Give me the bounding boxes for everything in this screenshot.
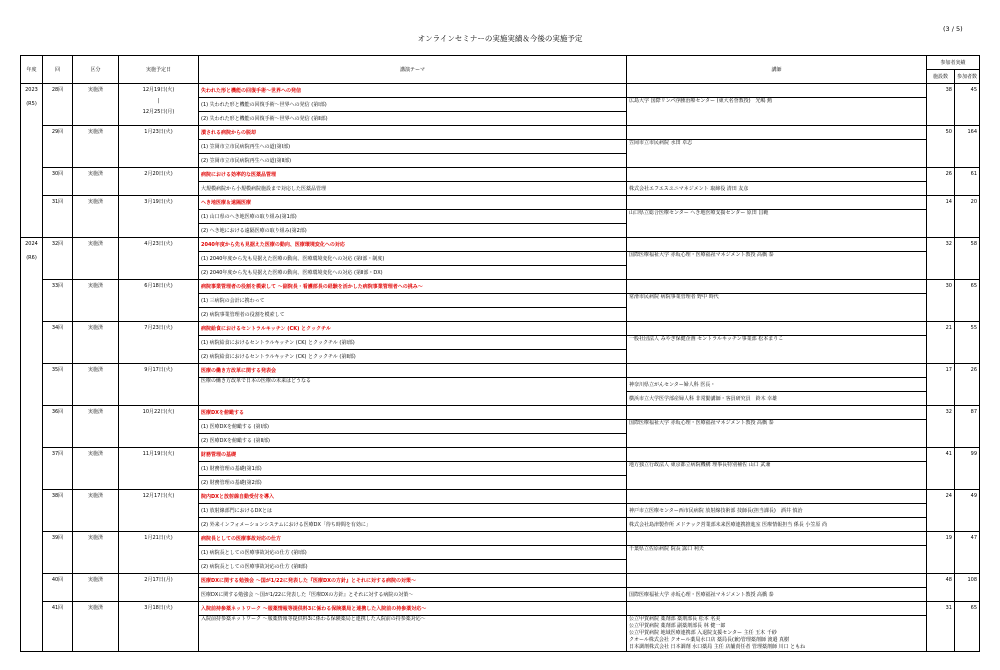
speaker-cell: 神戸市立医療センター西市民病院 放射線技術部 技師長(担当課長) 酒井 慎治 <box>627 504 927 518</box>
seminar-subtheme: (2) 病院給食におけるセントラルキッチン (CK) とクックチル (第Ⅱ部) <box>199 350 627 364</box>
speaker-cell <box>627 448 927 462</box>
seminar-date <box>119 126 199 168</box>
seminar-subtheme: (2) 外来インフォメーションシステムにおける医療DX「待ち時間を有効に」 <box>199 518 627 532</box>
speaker-cell <box>627 196 927 210</box>
table-row <box>21 490 980 504</box>
hospital-count: 17 <box>927 364 955 406</box>
table-row <box>21 84 980 98</box>
seminar-division: 実施済 <box>73 322 119 364</box>
participant-count: 55 <box>955 322 980 364</box>
seminar-date-end: 12月25日(月) <box>142 109 175 115</box>
seminar-number: 32回 <box>43 238 73 280</box>
table-row <box>21 364 980 378</box>
seminar-theme: へき地医療＆遠隔医療 <box>199 196 627 210</box>
seminar-subtheme: (2) 笠岡市立市民病院再生への道(第Ⅱ部) <box>199 154 627 168</box>
seminar-division: 実施済 <box>73 168 119 196</box>
table-row <box>21 280 980 294</box>
hospital-count: 30 <box>927 280 955 322</box>
seminar-number: 28回 <box>43 84 73 126</box>
speaker-cell <box>627 406 927 420</box>
seminar-date <box>119 602 199 652</box>
seminar-rows <box>21 84 980 652</box>
speaker-line: 日本調剤株式会社 日本調剤 水口薬局 主任 店舗責任者 管理薬剤師 川口 ともね <box>629 644 806 650</box>
seminar-subtheme: (1) 医療DXを俯瞰する (第Ⅰ部) <box>199 420 627 434</box>
table-row <box>21 196 980 210</box>
seminar-division: 実施済 <box>73 602 119 652</box>
speaker-cell <box>627 280 927 294</box>
seminar-theme: 病院における効率的な医薬品管理 <box>199 168 627 182</box>
year-cell <box>21 238 43 652</box>
participant-count: 58 <box>955 238 980 280</box>
speaker-cell <box>627 616 927 652</box>
speaker-cell <box>627 238 927 252</box>
seminar-subtheme: (2) 病院事業管理者の役割を模索して <box>199 308 627 322</box>
table-row <box>21 126 980 140</box>
seminar-theme: 病院長としての医療事故対応の仕方 <box>199 532 627 546</box>
seminar-date-start: 12月17日(火) <box>142 493 175 499</box>
seminar-table <box>20 55 980 652</box>
hospital-count: 38 <box>927 84 955 126</box>
seminar-date <box>119 532 199 574</box>
seminar-date <box>119 364 199 406</box>
participant-count: 49 <box>955 490 980 532</box>
seminar-date-start: 10月22日(火) <box>142 409 175 415</box>
seminar-subtheme: 大規模病院から小規模病院施設まで対応した医薬品管理 <box>199 182 627 196</box>
participant-count: 61 <box>955 168 980 196</box>
speaker-cell: 国際医療福祉大学 赤坂心理・医療福祉マネジメント教授 高橋 泰 <box>627 252 927 280</box>
seminar-subtheme: (1) 放射線部門におけるDXとは <box>199 504 627 518</box>
speaker-cell: 株式会社島津製作所 メドテック営業部未来医療連携推進室 医療情報担当 係長 小笠原 尚 <box>627 518 927 532</box>
participant-count: 26 <box>955 364 980 406</box>
seminar-subtheme: (1) 2040年度から先も見据えた医療の動向、医療環境変化への対応 (第Ⅰ部・制度) <box>199 252 627 266</box>
speaker-line: 公立甲賀病院 地域医療連携部 入退院支援センター 主任 玉木 千紗 <box>629 630 777 636</box>
seminar-division: 実施済 <box>73 406 119 448</box>
table-row <box>21 574 980 588</box>
speaker-cell <box>627 126 927 140</box>
seminar-theme: 入院前持参薬ネットワーク ～服薬情報等提供料3に係わる保険薬局と連携した入院前の持参薬対応～ <box>199 602 627 616</box>
seminar-date <box>119 196 199 238</box>
speaker-cell <box>627 532 927 546</box>
seminar-subtheme: (1) 山口県のへき地医療の取り組み(第1部) <box>199 210 627 224</box>
seminar-date-start: 6月18日(火) <box>144 283 173 289</box>
participant-count: 20 <box>955 196 980 238</box>
speaker-cell: 国際医療福祉大学 赤坂心理・医療福祉マネジメント教授 高橋 泰 <box>627 420 927 448</box>
seminar-date <box>119 574 199 602</box>
seminar-date-start: 1月21日(火) <box>144 535 173 541</box>
speaker-cell: 国際医療福祉大学 赤坂心理・医療福祉マネジメント教授 高橋 泰 <box>627 588 927 602</box>
table-row <box>21 322 980 336</box>
seminar-theme: 失われた形と機能の回復手術～世界への発信 <box>199 84 627 98</box>
seminar-subtheme: (2) 失われた形と機能の回復手術～世界への発信 (第Ⅱ部) <box>199 112 627 126</box>
seminar-theme: 医療DXに関する勉強会 ～国が1/22に発表した『医療DXの方針』とそれに対する病院の対策～ <box>199 574 627 588</box>
page-title: オンラインセミナーの実施実績＆今後の実施予定 <box>417 34 583 43</box>
seminar-date <box>119 406 199 448</box>
seminar-subtheme: (2) へき地における遠隔医療の取り組み(第2部) <box>199 224 627 238</box>
speaker-cell: 笠岡市立市民病院 水田 卓志 <box>627 140 927 168</box>
table-row <box>21 406 980 420</box>
seminar-date-start: 2月20日(火) <box>144 171 173 177</box>
header-num: 回 <box>43 56 73 84</box>
year-label: 2023 <box>25 87 38 93</box>
seminar-theme: 病院給食におけるセントラルキッチン (CK) とクックチル <box>199 322 627 336</box>
seminar-number: 37回 <box>43 448 73 490</box>
seminar-theme: 財務管理の基礎 <box>199 448 627 462</box>
seminar-subtheme: (1) 失われた形と機能の回復手術～世界への発信 (第Ⅰ部) <box>199 98 627 112</box>
page-number: (3 / 5) <box>943 25 963 33</box>
seminar-number: 35回 <box>43 364 73 406</box>
header-theme: 講演テーマ <box>199 56 627 84</box>
seminar-division: 実施済 <box>73 532 119 574</box>
participant-count: 65 <box>955 602 980 652</box>
seminar-date-start: 1月23日(火) <box>144 129 173 135</box>
seminar-date <box>119 168 199 196</box>
seminar-number: 31回 <box>43 196 73 238</box>
seminar-theme: 院内DXと放射線自動受付を導入 <box>199 490 627 504</box>
seminar-theme: 医療DXを俯瞰する <box>199 406 627 420</box>
header-hospitals: 施設数 <box>927 70 955 84</box>
seminar-subtheme: (2) 2040年度から先も見据えた医療の動向、医療環境変化への対応 (第Ⅱ部・DX) <box>199 266 627 280</box>
seminar-date-start: 7月23日(火) <box>144 325 173 331</box>
speaker-line: 公立甲賀病院 薬剤部 薬剤部長 松本 名美 <box>629 616 721 622</box>
hospital-count: 32 <box>927 406 955 448</box>
seminar-subtheme: (1) 三病院の会計に携わって <box>199 294 627 308</box>
hospital-count: 24 <box>927 490 955 532</box>
seminar-date-start: 3月19日(火) <box>144 199 173 205</box>
speaker-cell <box>627 84 927 98</box>
speaker-cell <box>627 602 927 616</box>
participant-count: 164 <box>955 126 980 168</box>
table-row <box>21 448 980 462</box>
seminar-date-start: 9月17日(火) <box>144 367 173 373</box>
hospital-count: 19 <box>927 532 955 574</box>
seminar-subtheme: (2) 医療DXを俯瞰する (第Ⅱ部) <box>199 434 627 448</box>
seminar-subtheme: (2) 病院長としての医療事故対応の仕方 (第Ⅱ部) <box>199 560 627 574</box>
seminar-division: 実施済 <box>73 574 119 602</box>
seminar-number: 29回 <box>43 126 73 168</box>
table-row <box>21 168 980 182</box>
seminar-subtheme: (2) 財務管理の基礎(第2部) <box>199 476 627 490</box>
hospital-count: 32 <box>927 238 955 280</box>
seminar-number: 34回 <box>43 322 73 364</box>
seminar-date <box>119 238 199 280</box>
seminar-number: 40回 <box>43 574 73 602</box>
seminar-date <box>119 84 199 126</box>
seminar-number: 33回 <box>43 280 73 322</box>
participant-count: 87 <box>955 406 980 448</box>
seminar-subtheme: (1) 財務管理の基礎(第1部) <box>199 462 627 476</box>
seminar-division: 実施済 <box>73 280 119 322</box>
table-row <box>21 238 980 252</box>
seminar-subtheme: 医療の働き方改革で日本の医療の未来はどうなる <box>199 378 627 406</box>
seminar-division: 実施済 <box>73 490 119 532</box>
hospital-count: 21 <box>927 322 955 364</box>
speaker-cell: 株式会社エフエスユニマネジメント 取締役 清田 友彦 <box>627 182 927 196</box>
header-date: 実施予定日 <box>119 56 199 84</box>
speaker-line: 公立甲賀病院 薬剤部 副薬剤部長 林 健一郎 <box>629 623 726 629</box>
participant-count: 108 <box>955 574 980 602</box>
speaker-cell <box>627 168 927 182</box>
seminar-number: 36回 <box>43 406 73 448</box>
speaker-cell: 常滑市民病院 病院事業管理者 野中 時代 <box>627 294 927 322</box>
year-era: (R5) <box>26 101 37 107</box>
speaker-cell <box>627 574 927 588</box>
seminar-date <box>119 280 199 322</box>
header-year: 年度 <box>21 56 43 84</box>
header-division: 区分 <box>73 56 119 84</box>
speaker-cell: 山口県立総合医療センター へき地医療支援センター 原田 昌範 <box>627 210 927 238</box>
hospital-count: 31 <box>927 602 955 652</box>
seminar-date-start: 11月19日(火) <box>142 451 175 457</box>
header-speaker: 講師 <box>627 56 927 84</box>
seminar-date <box>119 322 199 364</box>
seminar-theme: 2040年度から先も見据えた医療の動向、医療環境変化への対応 <box>199 238 627 252</box>
table-row <box>21 532 980 546</box>
participant-count: 65 <box>955 280 980 322</box>
speaker-cell <box>627 364 927 378</box>
participant-count: 45 <box>955 84 980 126</box>
seminar-subtheme: (1) 病院長としての医療事故対応の仕方 (第Ⅰ部) <box>199 546 627 560</box>
seminar-date-start: 2月17日(月) <box>144 577 173 583</box>
seminar-division: 実施済 <box>73 238 119 280</box>
seminar-division: 実施済 <box>73 84 119 126</box>
hospital-count: 48 <box>927 574 955 602</box>
header-people: 参加者数 <box>955 70 980 84</box>
speaker-cell: 一般社団法人 みやぎ保健企画 セントラルキッチン事業部 松本まりこ <box>627 336 927 364</box>
seminar-number: 41回 <box>43 602 73 652</box>
seminar-theme: 医療の働き方改革に関する発表会 <box>199 364 627 378</box>
hospital-count: 14 <box>927 196 955 238</box>
seminar-division: 実施済 <box>73 448 119 490</box>
speaker-cell: 地方独立行政法人 東京都立病院機構 理事長特別補佐 山口 武兼 <box>627 462 927 490</box>
participant-count: 99 <box>955 448 980 490</box>
header-participants: 参加者実績 <box>927 56 980 70</box>
seminar-division: 実施済 <box>73 364 119 406</box>
participant-count: 47 <box>955 532 980 574</box>
year-label: 2024 <box>25 241 38 247</box>
year-cell <box>21 84 43 238</box>
speaker-line: クオール株式会社 クオール薬局水口店 薬局長(兼)管理薬剤師 渡邉 真樹 <box>629 637 790 643</box>
seminar-number: 39回 <box>43 532 73 574</box>
seminar-date-start: 3月18日(火) <box>144 605 173 611</box>
seminar-division: 実施済 <box>73 126 119 168</box>
seminar-subtheme: 入院前持参薬ネットワーク ～服薬情報等提供料3に係わる保険薬局と連携した入院前の持参薬対応～ <box>199 616 627 652</box>
seminar-theme: 病院事業管理者の役割を模索して ～副院長・看護部長の経験を活かした病院事業管理者への挑み～ <box>199 280 627 294</box>
seminar-date <box>119 490 199 532</box>
speaker-cell: 広島大学 国際リンパ浮腫治療センター (東大名誉教授) 光嶋 勲 <box>627 98 927 126</box>
year-era: (R6) <box>26 255 37 261</box>
speaker-cell: 横浜市立大学医学部産婦人科 非常勤講師・客員研究員 鈴木 幸雄 <box>627 392 927 406</box>
seminar-date-start: 4月23日(火) <box>144 241 173 247</box>
table-row <box>21 602 980 616</box>
seminar-date-start: 12月19日(火) <box>142 87 175 93</box>
hospital-count: 26 <box>927 168 955 196</box>
speaker-cell <box>627 490 927 504</box>
speaker-cell <box>627 322 927 336</box>
seminar-number: 30回 <box>43 168 73 196</box>
seminar-number: 38回 <box>43 490 73 532</box>
seminar-subtheme: (1) 笠岡市立市民病院再生への道(第Ⅰ部) <box>199 140 627 154</box>
header-row <box>21 56 980 70</box>
seminar-subtheme: (1) 病院給食におけるセントラルキッチン (CK) とクックチル (第Ⅰ部) <box>199 336 627 350</box>
hospital-count: 41 <box>927 448 955 490</box>
seminar-subtheme: 医療DXに関する勉強会 ～国が1/22に発表した『医療DXの方針』とそれに対する病院の対策～ <box>199 588 627 602</box>
seminar-division: 実施済 <box>73 196 119 238</box>
seminar-date <box>119 448 199 490</box>
speaker-cell: 神奈川県立がんセンター婦人科 医長・ <box>627 378 927 392</box>
seminar-date-separator: | <box>157 98 160 104</box>
seminar-theme: 潰される病院からの脱却 <box>199 126 627 140</box>
speaker-cell: 千葉県立佐原病院 院長 露口 利夫 <box>627 546 927 574</box>
hospital-count: 50 <box>927 126 955 168</box>
